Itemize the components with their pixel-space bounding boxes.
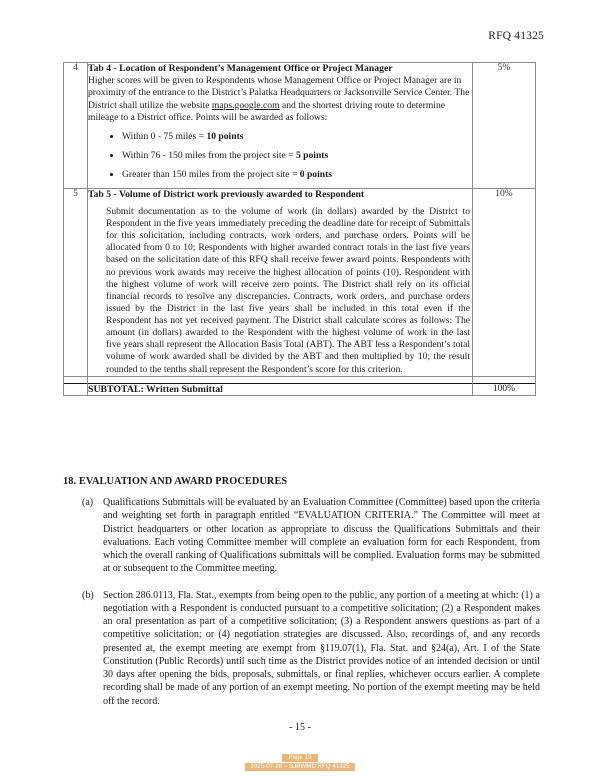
row-description-cell [88, 188, 473, 376]
bullet-points-value: 10 points [206, 130, 244, 142]
paragraph-text: Qualifications Submittals will be evaluated by an Evaluation Committee (Committee) based upon the criteria and weighting set forth in paragraph entitled “EVALUATION CRITERIA.” The Committee will meet at District headquarters or other location as appropriate to discuss the Qualifications Submittals and their evaluations. Each voting Committee member will complete an evaluation form for each Respondent, from which the overall ranking of Qualifications submittals will be complied. Evaluation forms may be submitted at or subsequent to the Committee meeting. [103, 497, 540, 575]
row-weight-cell: 5% [473, 63, 536, 189]
criterion-title: Tab 4 - Location of Respondent’s Management Office or Project Manager [88, 63, 393, 74]
table-row [64, 188, 536, 376]
paragraph-text: Section 286.0113, Fla. Stat., exempts from being open to the public, any portion of a meeting at which: (1) a negotiation with a Respondent is conducted pursuant to a competitive solicitation; (2) a Respondent makes an oral presentation as part of a competitive solicitation; (3) a Respondent answers questions as part of a competitive solicitation; or (4) negotiation strategies are discussed. Also, recordings of, and any records presented at, the exempt meeting are exempt from §119.07(1), Fla. Stat. and §24(a), Art. I of the State Constitution (Public Records) until such time as the District provides notice of an intended decision or until 30 days after opening the bids, proposals, submittals, or final replies, whichever occurs earlier. A complete recording shall be made of any portion of an exempt meeting. No portion of the exempt meeting may be held off the record. [103, 589, 540, 707]
stamp-inner [245, 754, 354, 771]
criterion-title: Tab 5 - Volume of District work previously awarded to Respondent [88, 188, 365, 200]
paragraph-marker: (b) [82, 589, 94, 601]
criterion-body-part1: Higher scores will be given to Respondents whose Management Office or Project Manager are in proximity of the entrance to the District’s Palatka Headquarters or Jacksonville Service Center. The District shall utilize the website [88, 75, 470, 111]
criterion-body [88, 75, 472, 124]
row-number-cell: 5 [64, 188, 88, 376]
bullet-text: Greater than 150 miles from the project site = [122, 168, 300, 180]
spacer-cell [88, 376, 473, 383]
table-row [64, 63, 536, 189]
evaluation-criteria-table [63, 62, 536, 396]
spacer-cell [64, 376, 88, 383]
list-item [122, 169, 472, 181]
maps-google-link[interactable]: maps.google.com [211, 99, 280, 111]
bullet-points-value: 0 points [299, 168, 333, 180]
table-spacer-row [64, 376, 536, 383]
subtotal-weight-cell: 100% [473, 383, 536, 395]
section-18 [46, 476, 540, 721]
criterion-body-part2: and the shortest driving route to determine mileage to a District office. Points will be awarded as follows: [88, 99, 446, 123]
list-item [122, 150, 472, 162]
bullet-points-value: 5 points [295, 149, 329, 161]
spacer-cell [473, 376, 536, 383]
paragraph-b [46, 589, 540, 708]
stamp-page-label: Page 15 [282, 754, 317, 762]
row-weight-cell: 10% [473, 188, 536, 376]
page-number-footer: - 15 - [289, 722, 311, 733]
list-item [122, 131, 472, 143]
bullet-text: Within 0 - 75 miles = [122, 130, 207, 142]
document-stamp [0, 754, 600, 771]
points-bullet-list [88, 131, 472, 181]
paragraph-marker: (a) [82, 497, 94, 508]
row-number-cell: 4 [64, 63, 88, 189]
criterion-body: Submit documentation as to the volume of work (in dollars) awarded by the District to Respondent in the five years immediately preceding the deadline date for receipt of Submittals for this solicitation, including contracts, work orders, and purchase orders. Points will be allocated from 0 to 10; Respondents with higher awarded contract totals in the last five years based on the solicitation date of this RFQ shall receive fewer award points. Respondents with no previous work awards may receive the highest allocation of points (10). Respondent with the highest volume of work will receive zero points. The District shall rely on its official financial records to resolve any discrepancies. Contracts, work orders, and purchase orders issued by the District in the last five years shall be included in this total even if the Respondent has not yet received payment. The District shall calculate scores as follows: The amount (in dollars) awarded to the Respondent with the highest volume of work in the last five years shall represent the Allocation Basis Total (ABT). The ABT less a Respondent’s total volume of work awarded shall be divided by the ABT and then multiplied by 10; the result rounded to the tenths shall represent the Respondent’s score for this criterion. [106, 205, 470, 375]
stamp-source-label: 2025-07-28 – SJRWMD RFQ 41325 [245, 763, 354, 771]
section-heading: 18. EVALUATION AND AWARD PROCEDURES [63, 476, 288, 487]
table-subtotal-row [64, 383, 536, 395]
document-reference-header: RFQ 41325 [488, 30, 544, 42]
paragraph-a [46, 496, 540, 576]
bullet-text: Within 76 - 150 miles from the project site = [122, 149, 296, 161]
subtotal-number-cell [64, 383, 88, 395]
row-description-cell [88, 63, 473, 189]
subtotal-label-cell: SUBTOTAL: Written Submittal [88, 383, 473, 395]
